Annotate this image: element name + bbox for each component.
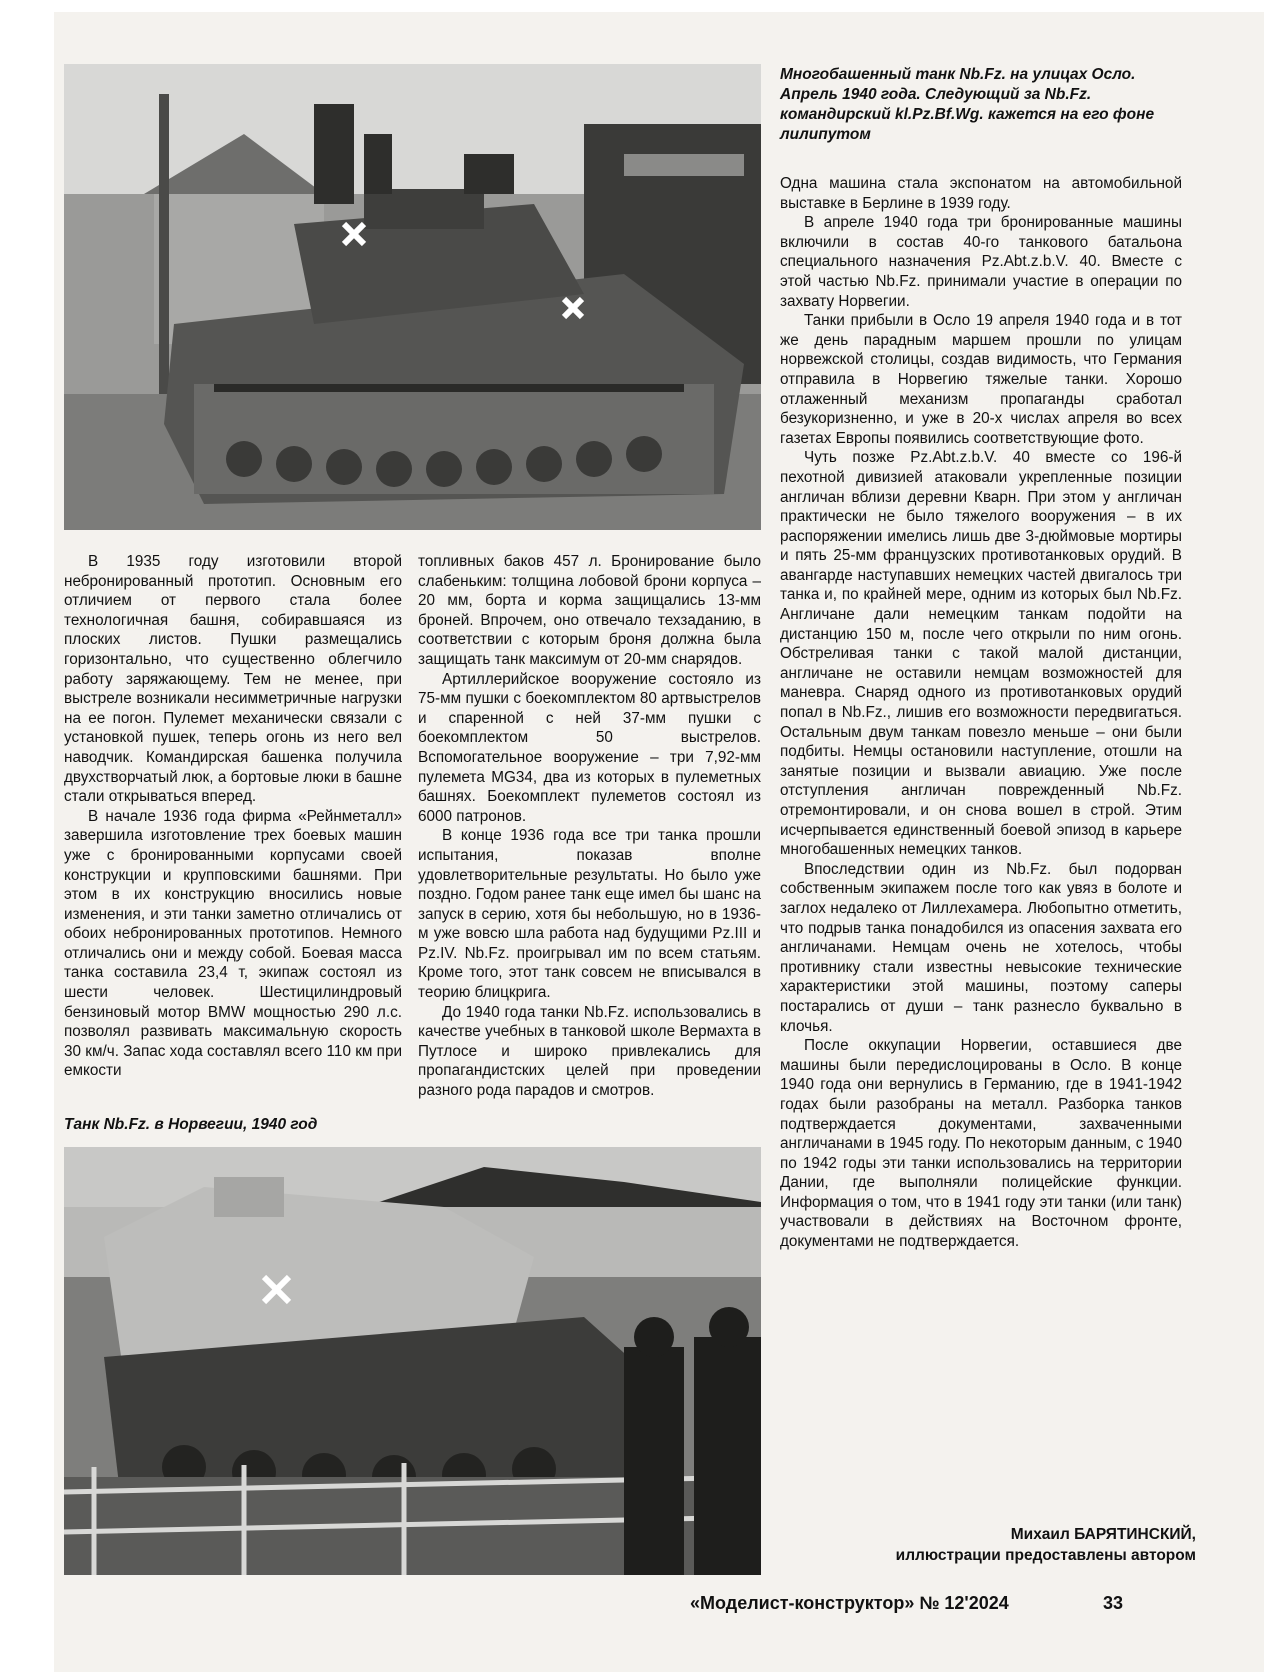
paragraph: топливных баков 457 л. Бронирование было слабеньким: толщина лобовой брони корпуса – 20 мм, борта и корма защищались 13-мм броней. Впрочем, оно отвечало техзаданию, в соответствии с которым броня должна была защищать танк максимум от 20-мм снарядов. (418, 553, 761, 668)
column-right (780, 174, 1182, 1252)
footer-journal-title: «Моделист-конструктор» № 12'2024 (690, 1593, 1009, 1613)
bottom-photo-tank-norway (64, 1147, 761, 1575)
page-number: 33 (1103, 1593, 1124, 1613)
column-left (64, 552, 402, 1081)
paragraph: Чуть позже Pz.Abt.z.b.V. 40 вместе со 196-й пехотной дивизией атаковали укрепленные позиции англичан вблизи деревни Кварн. При этом у англичан практически не было тяжелого вооружения – в их распоряжении имелись лишь две 3-дюймовые мортиры и пять 25-мм французских противотанковых орудий. В авангарде наступавших немецких частей двигалось три танка и, по крайней мере, одним из которых был Nb.Fz. Англичане дали немецким танкам подойти на дистанцию 150 м, после чего открыли по ним огонь. Обстреливая танки с такой малой дистанции, англичане не оставили немцам возможностей для маневра. Снаряд одного из противотанковых орудий попал в Nb.Fz., лишив его возможности передвигаться. Остальным двум танкам повезло меньше – они были подбиты. Немцы остановили наступление, отошли на занятые позиции и вызвали авиацию. Уже после отступления англичан поврежденный Nb.Fz. отремонтировали, и он снова вошел в строй. Этим исчерпывается единственный боевой эпизод в карьере многобашенных немецких танков. (780, 449, 1182, 859)
paragraph: В конце 1936 года все три танка прошли испытания, показав вполне удовлетворительные результаты. Но было уже поздно. Годом ранее танк еще имел бы шанс на запуск в серию, хотя бы небольшую, но в 1936-м уже вовсю шла работа над будущими Pz.III и Pz.IV. Nb.Fz. проигрывал им по всем статьям. Кроме того, этот танк совсем не вписывался в теорию блицкрига. (418, 827, 761, 1002)
paragraph: Артиллерийское вооружение состояло из 75-мм пушки с боекомплектом 80 артвыстрелов и спаренной с ней 37-мм пушки с боекомплектом 50 выстрелов. Вспомогательное вооружение – три 7,92-мм пулемета MG34, два из которых в пулеметных башнях. Боекомплект пулеметов состоял из 6000 патронов. (418, 670, 761, 825)
bottom-photo-caption: Танк Nb.Fz. в Норвегии, 1940 год (64, 1116, 318, 1133)
tank-oslo-photo-graphic (64, 64, 761, 530)
paragraph: В начале 1936 года фирма «Рейнметалл» завершила изготовление трех боевых машин уже с бронированными корпусами своей конструкции и крупповскими башнями. При этом в их конструкцию вносились новые изменения, и эти танки заметно отличались от обоих небронированных прототипов. Немного отличались они и между собой. Боевая масса танка составила 23,4 т, экипаж состоял из шести человек. Шестицилиндровый бензиновый мотор BMW мощностью 290 л.с. позволял развивать максимальную скорость 30 км/ч. Запас хода составлял всего 110 км при емкости (64, 807, 402, 1080)
illustration-credit: иллюстрации предоставлены автором (895, 1547, 1196, 1564)
column-middle (418, 552, 761, 1101)
top-photo-caption: Многобашенный танк Nb.Fz. на улицах Осло. Апрель 1940 года. Следующий за Nb.Fz. командирский kl.Pz.Bf.Wg. кажется на его фоне лилипутом (780, 66, 1155, 143)
author-name: Михаил БАРЯТИНСКИЙ, (1010, 1526, 1196, 1543)
paragraph: Танки прибыли в Осло 19 апреля 1940 года и в тот же день парадным маршем прошли по улицам норвежской столицы, создав видимость, что Германия отправила в Норвегию тяжелые танки. Хорошо отлаженный механизм пропаганды сработал безукоризненно, и уже в 20-х числах апреля во всех газетах Европы появились соответствующие фото. (780, 312, 1182, 447)
paragraph: В 1935 году изготовили второй небронированный прототип. Основным его отличием от первого стала более технологичная башня, собиравшаяся из плоских листов. Пушки размещались горизонтально, что существенно облегчило работу заряжающему. Тем не менее, при выстреле возникали несимметричные нагрузки на ее погон. Пулемет механически связали с установкой пушек, теперь огонь из него вел наводчик. Командирская башенка получила двухстворчатый люк, а бортовые люки в башне стали открываться вперед. (64, 553, 402, 806)
tank-norway-photo-graphic (64, 1147, 761, 1575)
paragraph: После оккупации Норвегии, оставшиеся две машины были передислоцированы в Осло. В конце 1940 года они вернулись в Германию, где в 1941-1942 годах были разобраны на металл. Разборка танков подтверждается документами, захваченными англичанами в 1945 году. По некоторым данным, с 1940 по 1942 годы эти танки использовались на территории Дании, где выполняли полицейские функции. Информация о том, что в 1941 году эти танки (или танк) участвовали в действиях на Восточном фронте, документами не подтверждается. (780, 1037, 1182, 1251)
paragraph: До 1940 года танки Nb.Fz. использовались в качестве учебных в танковой школе Вермахта в Путлосе и широко привлекались для пропагандистских целей при проведении разного рода парадов и смотров. (418, 1003, 761, 1100)
top-photo-tank-oslo (64, 64, 761, 530)
byline (896, 1524, 1196, 1566)
paragraph: В апреле 1940 года три бронированные машины включили в состав 40-го танкового батальона специального назначения Pz.Abt.z.b.V. 40. Вместе с этой частью Nb.Fz. принимали участие в операции по захвату Норвегии. (780, 214, 1182, 310)
paragraph: Впоследствии один из Nb.Fz. был подорван собственным экипажем после того как увяз в болоте и заглох недалеко от Лиллехамера. Любопытно отметить, что подрыв танка понадобился из опасения захвата его англичанами. Немцам очень не хотелось, чтобы противнику стали известны невысокие технические характеристики этой машины, поэтому саперы постарались от души – танк разнесло буквально в клочья. (780, 860, 1182, 1035)
paragraph: Одна машина стала экспонатом на автомобильной выставке в Берлине в 1939 году. (780, 175, 1182, 212)
